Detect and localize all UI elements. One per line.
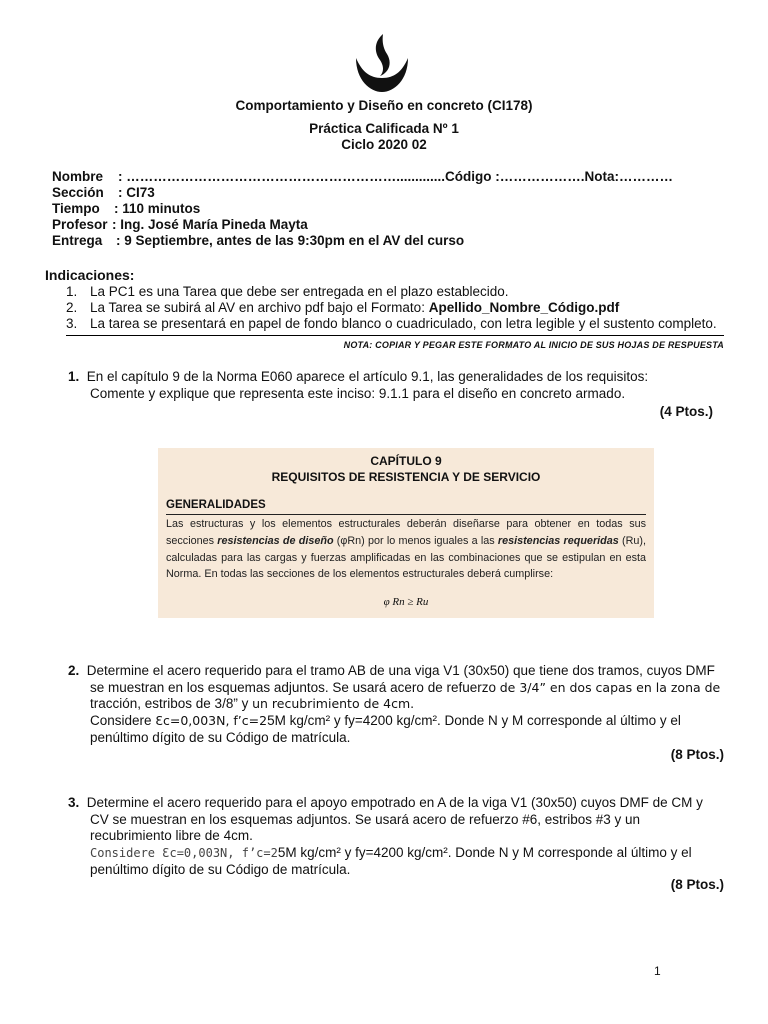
codigo-label: Código	[445, 169, 492, 184]
codigo-value: :……………….	[495, 169, 585, 184]
profesor-row	[52, 217, 308, 232]
nombre-row	[52, 169, 673, 184]
divider	[66, 335, 724, 336]
question-1-line-2: Comente y explique que representa este inciso: 9.1.1 para el diseño en concreto armado.	[90, 386, 626, 401]
entrega-label: Entrega	[52, 233, 103, 248]
chapter-title: REQUISITOS DE RESISTENCIA Y DE SERVICIO	[271, 470, 541, 484]
generalidades-text: Las estructuras y los elementos estructurales deberán diseñarse para obtener en todas sus secciones resistencias de diseño (φRn) por lo menos iguales a las resistencias requeridas (Ru), calculadas para las cargas y fuerzas amplificadas en las combinaciones que se estipulan en esta Norma. En todas las secciones de los elementos estructurales deberá cumplirse:	[166, 518, 646, 581]
entrega-value: : 9 Septiembre, antes de las 9:30pm en el AV del curso	[116, 233, 465, 248]
question-3-points: (8 Ptos.)	[670, 877, 724, 892]
generalidades-heading: GENERALIDADES	[166, 499, 266, 511]
file-format: Apellido_Nombre_Código.pdf	[428, 300, 620, 315]
page-number: 1	[654, 964, 661, 978]
practice-title: Práctica Calificada Nº 1	[309, 121, 459, 136]
question-2-line-5: penúltimo dígito de su Código de matrícula.	[90, 730, 351, 745]
indicaciones-heading: Indicaciones:	[45, 267, 135, 283]
nota-label: Nota:	[584, 169, 620, 184]
question-2-line-2: se muestran en los esquemas adjuntos. Se usará acero de refuerzo de 3/4” en dos capas en la zona de	[90, 680, 721, 695]
indicacion-item: 3. La tarea se presentará en papel de fondo blanco o cuadriculado, con letra legible y el sustento completo.	[66, 316, 717, 331]
entrega-row	[52, 233, 464, 248]
question-3-line-2: CV se muestran en los esquemas adjuntos. Se usará acero de refuerzo #6, estribos #3 y un	[90, 812, 641, 827]
tiempo-row	[52, 201, 200, 216]
university-logo-icon	[350, 28, 414, 96]
chapter-label: CAPÍTULO 9	[370, 454, 442, 468]
question-2-line-3: tracción, estribos de 3/8” y un recubrimiento de 4cm.	[90, 696, 415, 711]
design-formula: φ Rn ≥ Ru	[383, 596, 429, 608]
question-3-line-1: 3. Determine el acero requerido para el apoyo empotrado en A de la viga V1 (30x50) cuyos DMF de CM y	[68, 795, 703, 810]
profesor-label: Profesor	[52, 217, 108, 232]
course-title: Comportamiento y Diseño en concreto (CI178)	[235, 98, 533, 113]
seccion-label: Sección	[52, 185, 104, 200]
cycle-title: Ciclo 2020 02	[341, 137, 427, 152]
question-2-points: (8 Ptos.)	[670, 747, 724, 762]
generalidades-divider	[166, 514, 646, 515]
nombre-label: Nombre	[52, 169, 104, 184]
norma-excerpt	[158, 448, 654, 618]
question-3-line-4: Considere Ɛc=0,003N, f’c=25M kg/cm² y fy=4200 kg/cm². Donde N y M corresponde al último y el	[90, 845, 692, 860]
seccion-row	[52, 185, 155, 200]
question-1-points: (4 Ptos.)	[659, 404, 713, 419]
tiempo-value: : 110 minutos	[114, 201, 201, 216]
profesor-value: : Ing. José María Pineda Mayta	[112, 217, 308, 232]
tiempo-label: Tiempo	[52, 201, 100, 216]
indicacion-item: 1. La PC1 es una Tarea que debe ser entregada en el plazo establecido.	[66, 284, 509, 299]
question-2-line-4: Considere Ɛc=0,003N, f’c=25M kg/cm² y fy=4200 kg/cm². Donde N y M corresponde al último y el	[90, 713, 681, 728]
question-3-line-3: recubrimiento libre de 4cm.	[90, 828, 253, 843]
question-3-line-5: penúltimo dígito de su Código de matrícula.	[90, 862, 351, 877]
question-1-line-1: 1. En el capítulo 9 de la Norma E060 aparece el artículo 9.1, las generalidades de los requisitos:	[68, 369, 649, 384]
nombre-value: : …………………………………………………….............	[118, 169, 446, 184]
nota-copiar: NOTA: COPIAR Y PEGAR ESTE FORMATO AL INICIO DE SUS HOJAS DE RESPUESTA	[343, 340, 724, 350]
indicacion-item: 2. La Tarea se subirá al AV en archivo pdf bajo el Formato: Apellido_Nombre_Código.pdf	[66, 300, 620, 315]
question-2-line-1: 2. Determine el acero requerido para el tramo AB de una viga V1 (30x50) que tiene dos tramos, cuyos DMF	[68, 663, 715, 678]
nota-value: …………	[619, 169, 674, 184]
seccion-value: : CI73	[118, 185, 155, 200]
